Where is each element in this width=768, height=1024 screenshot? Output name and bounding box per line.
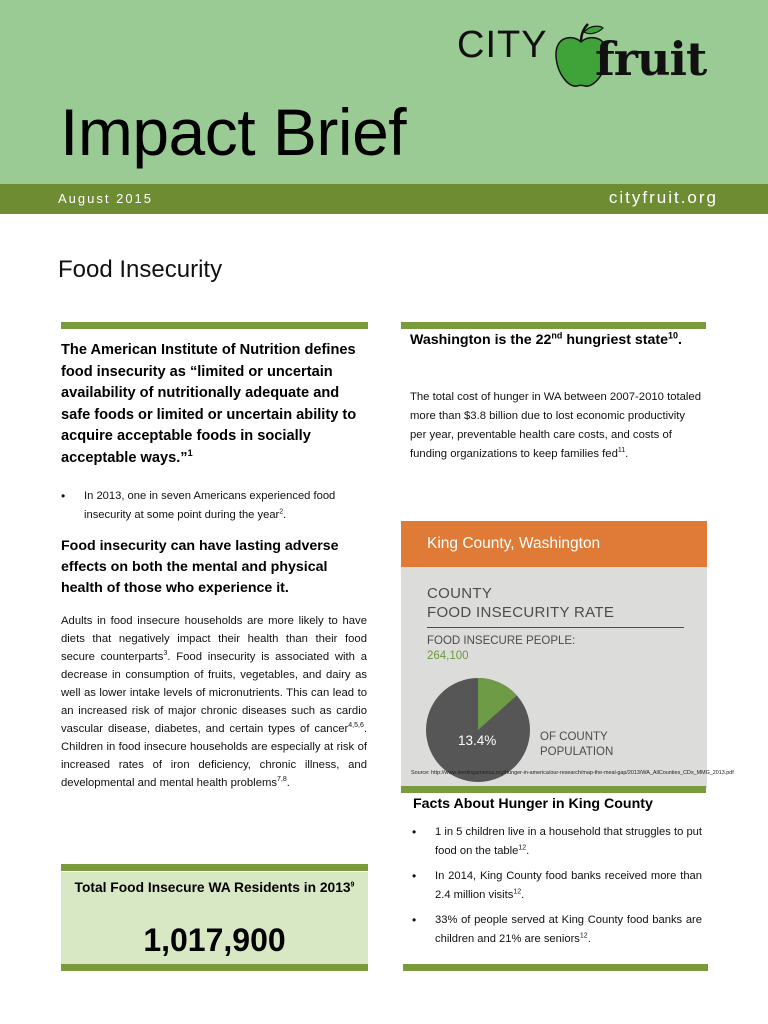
food-insecure-people-value: 264,100 xyxy=(427,650,469,662)
population-label-line: OF COUNTY xyxy=(540,731,608,743)
body-text: . xyxy=(286,777,290,789)
wa-headline-end: . xyxy=(678,332,682,348)
source-citation: Source: http://www.feedingamerica.org/hunger-in-america/our-research/map-the-meal-gap/2013/WA_AllCounties_CDs_MMG_2013.pdf xyxy=(411,770,734,776)
fact-end: . xyxy=(521,888,525,901)
date-band xyxy=(0,184,768,214)
footnote-ref: 12 xyxy=(579,931,588,939)
infographic-header-text: King County, Washington xyxy=(427,535,601,552)
definition-lead xyxy=(61,340,367,470)
list-item xyxy=(412,867,702,904)
infographic-divider xyxy=(427,627,684,628)
food-insecure-people-label: FOOD INSECURE PEOPLE: xyxy=(427,635,576,647)
logo-city-text: CITY xyxy=(457,24,548,66)
facts-top-divider xyxy=(401,786,706,793)
bullet-text: In 2013, one in seven Americans experienced food insecurity at some point during the year xyxy=(84,490,336,521)
wa-body-end: . xyxy=(625,448,629,460)
infographic-title xyxy=(427,584,614,622)
facts-bottom-divider xyxy=(403,964,708,971)
header-banner xyxy=(0,0,768,184)
fact-end: . xyxy=(526,844,530,857)
wa-headline-text: Washington is the 22 xyxy=(410,332,552,348)
fact-end: . xyxy=(587,932,591,945)
infographic-title-line: FOOD INSECURITY RATE xyxy=(427,604,615,621)
wa-headline-text: hungriest state xyxy=(562,332,669,348)
infographic-header xyxy=(401,521,707,567)
page-title: Impact Brief xyxy=(60,95,407,169)
county-population-label xyxy=(540,730,613,760)
section-title: Food Insecurity xyxy=(58,256,223,283)
left-top-divider xyxy=(61,322,368,329)
wa-headline xyxy=(410,330,702,351)
footnote-ref: 11 xyxy=(617,447,626,455)
footnote-ref: 4,5,6 xyxy=(348,722,364,730)
health-subhead: Food insecurity can have lasting adverse effects on both the mental and physical health of those who experience it. xyxy=(61,538,339,596)
footnote-ref: 2 xyxy=(279,507,284,515)
stat-label-text: Total Food Insecure WA Residents in 2013 xyxy=(74,880,351,895)
list-item xyxy=(61,487,371,524)
facts-heading: Facts About Hunger in King County xyxy=(413,796,653,812)
health-body xyxy=(61,612,367,792)
population-label-line: POPULATION xyxy=(540,746,614,758)
definition-text: The American Institute of Nutrition defines food insecurity as “limited or uncertain availability of nutritionally adequate and safe foods or limited or uncertain ability to acquire acceptable foods in socially acceptable ways.” xyxy=(61,342,357,466)
body-text: . Food insecurity is associated with a decrease in consumption of fruits, vegetables, and dairy as well as lower intake levels of micronutrients. This can lead to an increased risk of major chronic diseases such as cardio vascular disease, diabetes, and certain types of cancer xyxy=(61,651,367,735)
list-item xyxy=(412,911,702,948)
fact-text: 33% of people served at King County food banks are children and 21% are seniors xyxy=(435,914,702,945)
body-text: Adults in food insecure households are more likely to have diets that negatively impact their health than their food secure counterparts xyxy=(61,615,367,663)
right-top-divider xyxy=(401,322,706,329)
pie-percent-label: 13.4% xyxy=(458,733,497,748)
footnote-ref: 1 xyxy=(187,448,193,459)
body-text: . Children in food insecure households are especially at risk of increased rates of iron deficiency, chronic illness, and developmental and mental health problems xyxy=(61,723,367,789)
logo-fruit-text: fruit xyxy=(595,32,707,86)
footnote-ref: 12 xyxy=(513,887,522,895)
king-county-infographic xyxy=(401,521,734,788)
stat-label xyxy=(61,878,368,898)
wa-body-text: The total cost of hunger in WA between 2007-2010 totaled more than $3.8 billion due to lost economic productivity per year, preventable health care costs, and costs of funding organizations to keep families fed xyxy=(410,391,701,460)
website-link[interactable]: cityfruit.org xyxy=(608,188,718,207)
footnote-ref: 12 xyxy=(518,843,527,851)
stat-box-top-divider xyxy=(61,864,368,871)
left-bullet-list xyxy=(61,487,371,524)
bullet-end: . xyxy=(283,508,287,521)
footnote-ref: 10 xyxy=(668,330,679,341)
stat-value: 1,017,900 xyxy=(143,922,286,958)
facts-list xyxy=(412,823,702,955)
stat-box-bottom-divider xyxy=(61,964,368,971)
footnote-ref: 9 xyxy=(350,881,355,889)
city-fruit-logo xyxy=(455,18,745,90)
fact-text: 1 in 5 children live in a household that struggles to put food on the table xyxy=(435,826,702,857)
footnote-ref: 3 xyxy=(163,650,168,658)
ordinal-suffix: nd xyxy=(551,330,563,341)
wa-cost-paragraph xyxy=(410,388,702,464)
infographic-title-line: COUNTY xyxy=(427,585,493,602)
stat-box xyxy=(61,872,368,966)
insecurity-pie-chart xyxy=(425,677,531,783)
issue-date: August 2015 xyxy=(58,191,154,206)
footnote-ref: 7,8 xyxy=(277,776,287,784)
fact-text: In 2014, King County food banks received more than 2.4 million visits xyxy=(435,870,702,901)
list-item xyxy=(412,823,702,860)
